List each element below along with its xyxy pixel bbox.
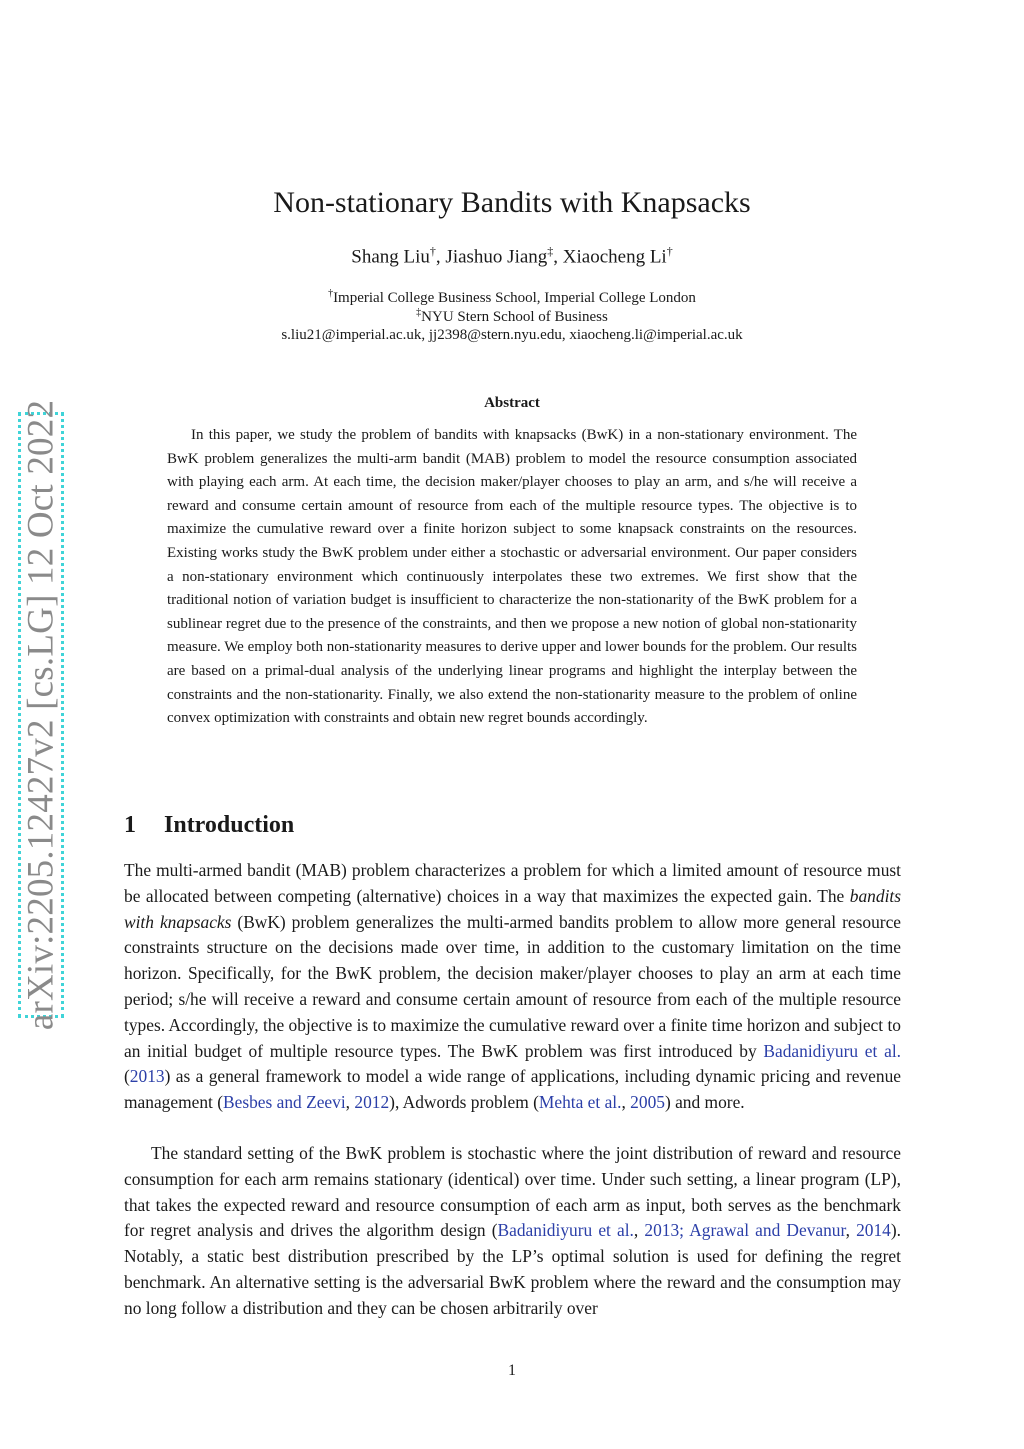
section-heading: [124, 812, 294, 839]
affiliation-text: Imperial College Business School, Imperial College London: [333, 290, 696, 306]
affiliation-line: [0, 288, 1024, 307]
section-title: Introduction: [164, 812, 295, 838]
citation-link[interactable]: Badanidiyuru et al.: [497, 1220, 634, 1241]
page-number: 1: [508, 1362, 516, 1379]
abstract-heading: Abstract: [484, 395, 540, 411]
emphasized-term: bandits with knapsacks: [124, 885, 901, 932]
author-affiliation-mark: †: [666, 244, 673, 258]
citation-link[interactable]: Badanidiyuru et al.: [763, 1040, 901, 1061]
paper-title: Non-stationary Bandits with Knapsacks: [273, 186, 751, 219]
author-list: Shang Liu†, Jiashuo Jiang‡, Xiaocheng Li†: [351, 244, 673, 268]
author-emails: s.liu21@imperial.ac.uk, jj2398@stern.nyu.edu, xiaocheng.li@imperial.ac.uk: [281, 327, 743, 343]
intro-paragraph-1: The multi-armed bandit (MAB) problem characterizes a problem for which a limited amount of resource must be allocated between competing (alternative) choices in a way that maximizes the expected gain. The bandits with knapsacks (BwK) problem generalizes the multi-armed bandits problem to allow more general resource constraints structure on the decisions made over time, in addition to the customary limitation on the time horizon. Specifically, for the BwK problem, the decision maker/player chooses to play an arm at each time period; s/he will receive a reward and consume certain amount of resource from each of the multiple resource types. Accordingly, the objective is to maximize the cumulative reward over a finite time horizon and subject to an initial budget of multiple resource types. The BwK problem was first introduced by Badanidiyuru et al. (2013) as a general framework to model a wide range of applications, including dynamic pricing and revenue management (Besbes and Zeevi, 2012), Adwords problem (Mehta et al., 2005) and more.: [124, 860, 902, 1113]
citation-link[interactable]: 2012: [354, 1092, 390, 1113]
citation-link[interactable]: Besbes and Zeevi: [223, 1092, 346, 1113]
intro-paragraph-2: The standard setting of the BwK problem is stochastic where the joint distribution of reward and resource consumption for each arm remains stationary (identical) over time. Under such setting, a linear program (LP), that takes the expected reward and resource consumption of each arm as input, both serves as the benchmark for regret analysis and drives the algorithm design (Badanidiyuru et al., 2013; Agrawal and Devanur, 2014). Notably, a static best distribution prescribed by the LP’s optimal solution is used for defining the regret benchmark. An alternative setting is the adversarial BwK problem where the reward and the consumption may no long follow a distribution and they can be chosen arbitrarily over: [124, 1143, 902, 1318]
affiliation-text: NYU Stern School of Business: [421, 309, 608, 325]
citation-link[interactable]: 2014: [856, 1220, 891, 1241]
section-number: 1: [124, 812, 136, 838]
author-name: Shang Liu: [351, 246, 430, 268]
author-affiliation-mark: ‡: [547, 244, 554, 258]
affiliation-mark: †: [328, 288, 334, 299]
citation-link[interactable]: 2013;: [644, 1220, 685, 1241]
citation-link[interactable]: Agrawal and Devanur: [689, 1220, 846, 1241]
citation-link[interactable]: 2013: [129, 1066, 165, 1087]
affiliation-mark: ‡: [416, 307, 422, 318]
author-affiliation-mark: †: [429, 244, 436, 258]
citation-link[interactable]: 2005: [630, 1092, 665, 1113]
affiliation-line: [0, 307, 1024, 326]
abstract-text: In this paper, we study the problem of bandits with knapsacks (BwK) in a non-stationary environment. The BwK problem generalizes the multi-arm bandit (MAB) problem to model the resource consumption associated with playing each arm. At each time, the decision maker/player chooses to play an arm, and s/he will receive a reward and consume certain amount of resource from each of the multiple resource types. The objective is to maximize the cumulative reward over a finite horizon subject to some knapsack constraints on the resources. Existing works study the BwK problem under either a stochastic or adversarial environment. Our paper considers a non-stationary environment which continuously interpolates these two extremes. We first show that the traditional notion of variation budget is insufficient to characterize the non-stationarity of the BwK problem for a sublinear regret due to the presence of the constraints, and then we propose a new notion of global non-stationarity measure. We employ both non-stationarity measures to derive upper and lower bounds for the problem. Our results are based on a primal-dual analysis of the underlying linear programs and highlight the interplay between the constraints and the non-stationarity. Finally, we also extend the non-stationarity measure to the problem of online convex optimization with constraints and obtain new regret bounds accordingly.: [167, 427, 858, 727]
citation-link[interactable]: Mehta et al.: [538, 1092, 622, 1113]
arxiv-identifier: arXiv:2205.12427v2 [cs.LG] 12 Oct 2022: [20, 399, 62, 1031]
author-name: Xiaocheng Li: [562, 246, 667, 268]
arxiv-identifier-stamp: [18, 399, 64, 1031]
author-name: Jiashuo Jiang: [445, 246, 548, 268]
